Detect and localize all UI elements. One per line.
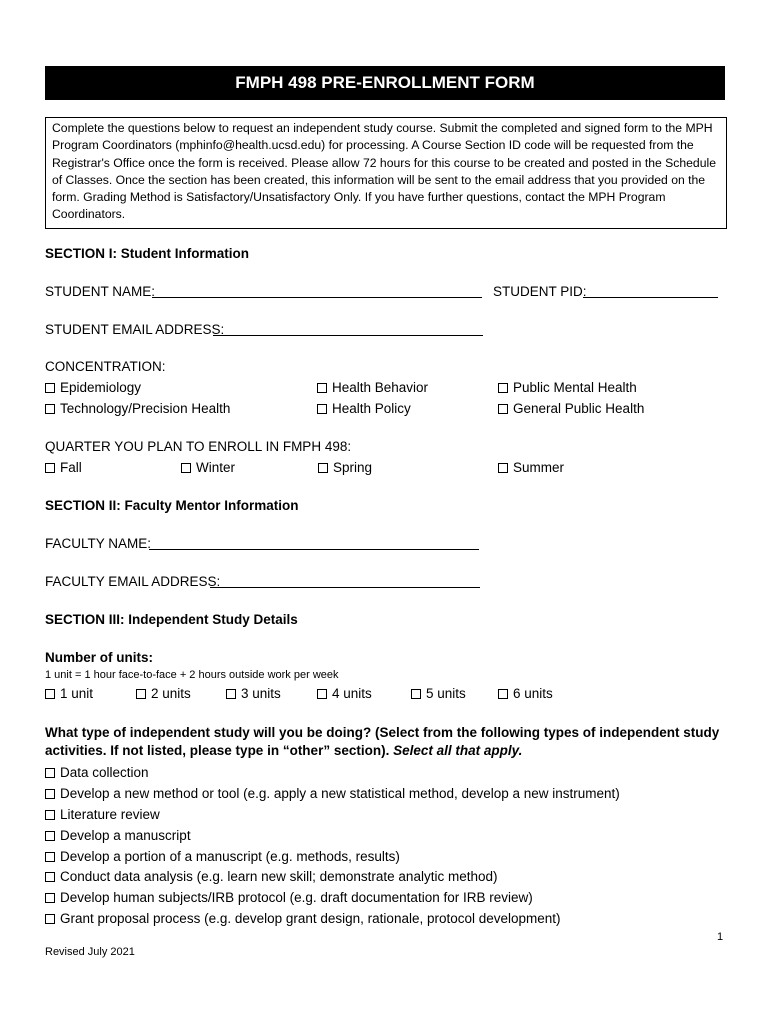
study-type-option[interactable]: Develop a portion of a manuscript (e.g. methods, results): [45, 848, 400, 865]
checkbox-icon[interactable]: [45, 852, 55, 862]
page-number: 1: [717, 931, 724, 943]
checkbox-icon[interactable]: [45, 914, 55, 924]
checkbox-icon[interactable]: [317, 404, 327, 414]
checkbox-icon[interactable]: [498, 404, 508, 414]
study-type-option[interactable]: Grant proposal process (e.g. develop grant design, rationale, protocol development): [45, 910, 561, 927]
student-email-label: STUDENT EMAIL ADDRESS:: [45, 322, 225, 337]
concentration-option[interactable]: General Public Health: [498, 400, 644, 417]
checkbox-icon[interactable]: [45, 768, 55, 778]
units-option[interactable]: 1 unit: [45, 685, 93, 702]
study-type-option[interactable]: Data collection: [45, 764, 149, 781]
units-option[interactable]: 3 units: [226, 685, 281, 702]
student-name-label: STUDENT NAME:: [45, 284, 156, 299]
study-type-option[interactable]: Develop a new method or tool (e.g. apply a new statistical method, develop a new instrument): [45, 785, 620, 802]
checkbox-icon[interactable]: [498, 383, 508, 393]
checkbox-icon[interactable]: [45, 893, 55, 903]
checkbox-icon[interactable]: [411, 689, 421, 699]
form-title: FMPH 498 PRE-ENROLLMENT FORM: [45, 66, 725, 100]
faculty-email-label: FACULTY EMAIL ADDRESS:: [45, 574, 221, 589]
study-type-option[interactable]: Develop human subjects/IRB protocol (e.g. draft documentation for IRB review): [45, 889, 533, 906]
concentration-label: CONCENTRATION:: [45, 359, 166, 374]
units-option[interactable]: 4 units: [317, 685, 372, 702]
checkbox-icon[interactable]: [45, 689, 55, 699]
concentration-option[interactable]: Public Mental Health: [498, 379, 637, 396]
checkbox-icon[interactable]: [45, 404, 55, 414]
section-2-heading: SECTION II: Faculty Mentor Information: [45, 498, 299, 513]
quarter-label: QUARTER YOU PLAN TO ENROLL IN FMPH 498:: [45, 439, 352, 454]
units-option[interactable]: 6 units: [498, 685, 553, 702]
instructions-box: Complete the questions below to request an independent study course. Submit the completed and signed form to the MPH Program Coordinators (mphinfo@health.ucsd.edu) for processing. A Course Section ID code will be requested from the Registrar's Office once the form is received. Please allow 72 hours for this course to be created and posted in the Schedule of Classes. Once the section has been created, this information will be sent to the email address that you provided on the form. Grading Method is Satisfactory/Unsatisfactory Only. If you have further questions, contact the MPH Program Coordinators.: [45, 117, 727, 229]
units-option[interactable]: 5 units: [411, 685, 466, 702]
section-1-heading: SECTION I: Student Information: [45, 246, 249, 261]
checkbox-icon[interactable]: [45, 789, 55, 799]
checkbox-icon[interactable]: [181, 463, 191, 473]
student-pid-label: STUDENT PID:: [493, 284, 587, 299]
quarter-option[interactable]: Winter: [181, 459, 235, 476]
student-email-field[interactable]: [213, 335, 483, 336]
checkbox-icon[interactable]: [136, 689, 146, 699]
concentration-option[interactable]: Health Behavior: [317, 379, 428, 396]
checkbox-icon[interactable]: [45, 383, 55, 393]
faculty-name-label: FACULTY NAME:: [45, 536, 152, 551]
study-type-option[interactable]: Develop a manuscript: [45, 827, 191, 844]
checkbox-icon[interactable]: [318, 463, 328, 473]
checkbox-icon[interactable]: [45, 831, 55, 841]
concentration-option[interactable]: Health Policy: [317, 400, 411, 417]
units-option[interactable]: 2 units: [136, 685, 191, 702]
checkbox-icon[interactable]: [45, 463, 55, 473]
faculty-email-field[interactable]: [210, 587, 480, 588]
checkbox-icon[interactable]: [498, 463, 508, 473]
checkbox-icon[interactable]: [317, 383, 327, 393]
checkbox-icon[interactable]: [45, 810, 55, 820]
revised-date: Revised July 2021: [45, 946, 135, 958]
quarter-option[interactable]: Spring: [318, 459, 372, 476]
concentration-option[interactable]: Epidemiology: [45, 379, 141, 396]
concentration-option[interactable]: Technology/Precision Health: [45, 400, 230, 417]
checkbox-icon[interactable]: [45, 872, 55, 882]
student-name-field[interactable]: [152, 297, 482, 298]
checkbox-icon[interactable]: [317, 689, 327, 699]
study-type-option[interactable]: Conduct data analysis (e.g. learn new skill; demonstrate analytic method): [45, 868, 497, 885]
units-label: Number of units:: [45, 650, 153, 665]
quarter-option[interactable]: Summer: [498, 459, 564, 476]
quarter-option[interactable]: Fall: [45, 459, 82, 476]
checkbox-icon[interactable]: [498, 689, 508, 699]
faculty-name-field[interactable]: [149, 549, 479, 550]
student-pid-field[interactable]: [583, 297, 718, 298]
study-type-question: What type of independent study will you be doing? (Select from the following types of independent study activities. If not listed, please type in “other” section). Select all that apply.: [45, 725, 720, 758]
checkbox-icon[interactable]: [226, 689, 236, 699]
study-type-option[interactable]: Literature review: [45, 806, 160, 823]
units-note: 1 unit = 1 hour face-to-face + 2 hours outside work per week: [45, 669, 339, 681]
section-3-heading: SECTION III: Independent Study Details: [45, 612, 298, 627]
